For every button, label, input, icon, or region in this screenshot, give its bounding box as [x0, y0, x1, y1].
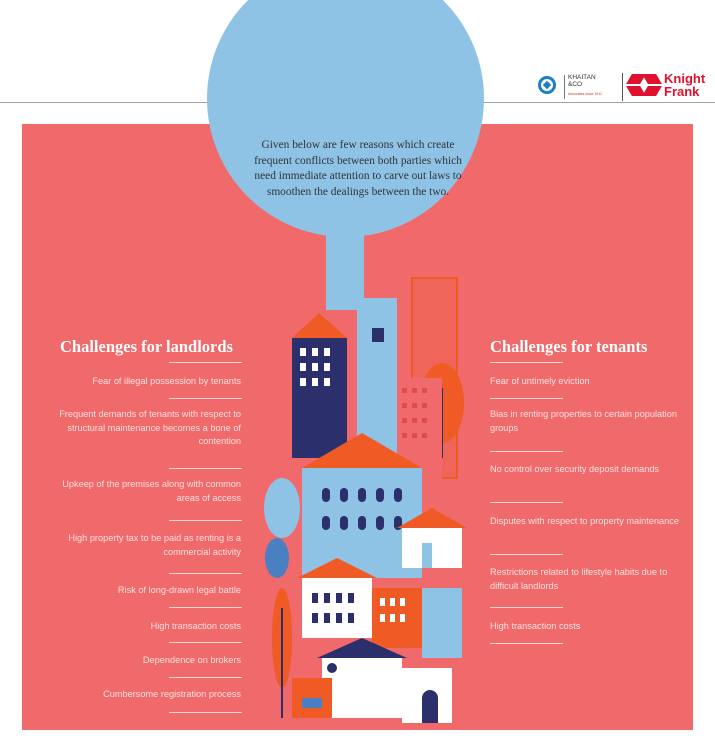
- landlord-item: High transaction costs: [150, 621, 241, 631]
- landlord-item: Upkeep of the premises along with common areas of access: [62, 479, 241, 503]
- city-buildings-illustration: [262, 258, 474, 730]
- tenants-title: Challenges for tenants: [490, 337, 648, 356]
- divider: [490, 643, 563, 644]
- landlords-title: Challenges for landlords: [60, 337, 233, 356]
- divider: [169, 642, 242, 643]
- tenant-item: Restrictions related to lifestyle habits due to difficult landlords: [490, 567, 668, 591]
- divider: [169, 468, 242, 469]
- logo-divider-2: [622, 73, 623, 101]
- knight-frank-wordmark: Knight Frank: [664, 71, 706, 99]
- khaitan-wordmark: KHAITAN &CO: [568, 74, 596, 88]
- divider: [169, 712, 242, 713]
- landlord-item: Dependence on brokers: [142, 655, 241, 665]
- divider: [169, 573, 242, 574]
- tenant-item: Bias in renting properties to certain population groups: [490, 409, 677, 433]
- divider: [490, 554, 563, 555]
- intro-text: Given below are few reasons which create frequent conflicts between both parties which need immediate attention to carve out laws to smoothen the dealings between the two.: [254, 139, 462, 198]
- divider: [490, 451, 563, 452]
- knight-frank-logo-icon: [629, 74, 661, 98]
- divider: [169, 520, 242, 521]
- divider: [490, 607, 563, 608]
- divider: [169, 398, 242, 399]
- landlord-item: Fear of illegal possession by tenants: [92, 376, 241, 386]
- tenant-item: Fear of untimely eviction: [490, 376, 590, 386]
- khaitan-logo-icon: [538, 76, 556, 94]
- landlord-item: Cumbersome registration process: [103, 689, 241, 699]
- logo-divider: [564, 75, 565, 99]
- landlord-item: High property tax to be paid as renting is a commercial activity: [68, 533, 241, 557]
- tenant-item: No control over security deposit demands: [490, 464, 660, 474]
- divider: [490, 398, 563, 399]
- divider: [169, 362, 242, 363]
- divider: [490, 502, 563, 503]
- landlord-item: Risk of long-drawn legal battle: [117, 585, 241, 595]
- landlord-item: Frequent demands of tenants with respect to structural maintenance becomes a bone of contention: [59, 409, 241, 446]
- brand-logos: [534, 70, 709, 104]
- divider: [169, 607, 242, 608]
- divider: [490, 362, 563, 363]
- divider: [169, 677, 242, 678]
- khaitan-tagline: Advocates since 1911: [568, 92, 602, 96]
- tenant-item: Disputes with respect to property maintenance: [490, 516, 679, 526]
- tenant-item: High transaction costs: [490, 621, 581, 631]
